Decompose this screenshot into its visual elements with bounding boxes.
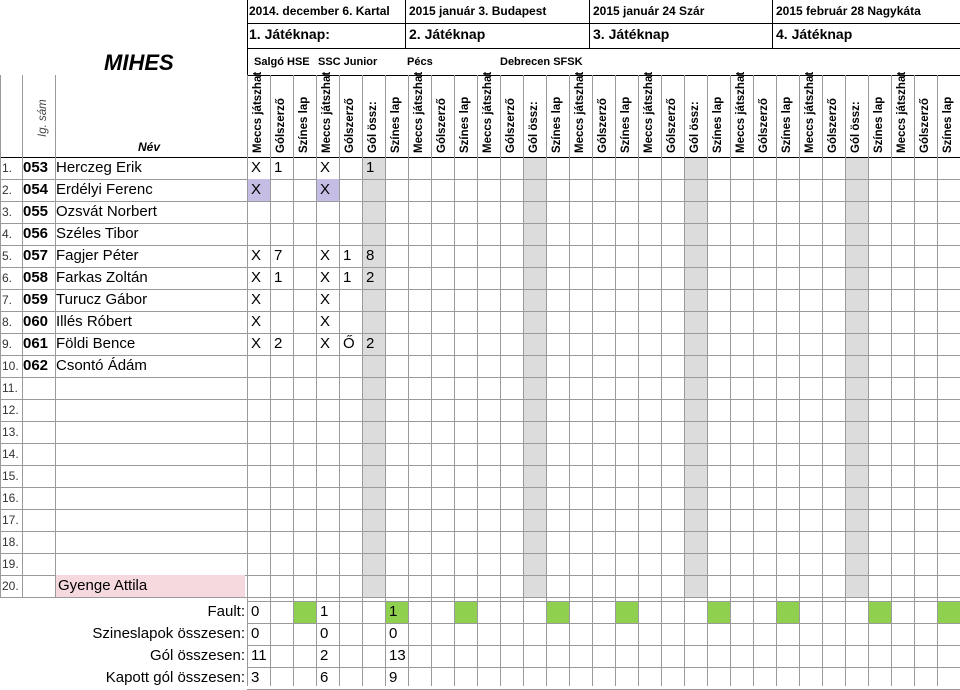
stat-cell: 1	[343, 269, 352, 286]
row-index: 1.	[2, 161, 13, 175]
player-name: Turucz Gábor	[56, 291, 148, 308]
grid-vline	[707, 75, 708, 686]
header-line	[405, 0, 406, 48]
summary-value: 0	[389, 625, 398, 642]
grid-vline	[638, 75, 639, 686]
stat-cell: 1	[274, 269, 283, 286]
column-header: Meccs játszhat	[482, 71, 494, 153]
column-header: Gól össz:	[689, 101, 701, 153]
column-header: Gól össz:	[528, 101, 540, 153]
opponent-name: SSC Junior	[318, 56, 378, 68]
grid-vline	[914, 75, 915, 686]
header-line	[247, 75, 960, 76]
stat-cell: 7	[274, 247, 283, 264]
header-line	[772, 0, 773, 48]
player-number: 061	[23, 335, 49, 352]
grid-vline	[753, 75, 754, 686]
row-index: 20.	[2, 579, 19, 593]
row-line	[0, 289, 960, 290]
column-header: Meccs játszhat	[252, 71, 264, 153]
card-summary-fill	[868, 601, 891, 623]
grid-vline	[891, 75, 892, 686]
row-index: 18.	[2, 535, 19, 549]
column-header: Színes lap	[942, 96, 954, 153]
player-name: Csontó Ádám	[56, 357, 147, 374]
header-line	[247, 48, 960, 49]
grid-vline	[55, 75, 56, 597]
column-header: Gólszerző	[275, 98, 287, 153]
row-line	[0, 443, 960, 444]
row-index: 10.	[2, 359, 19, 373]
row-line	[0, 267, 960, 268]
row-index: 17.	[2, 513, 19, 527]
grid-vline	[22, 75, 23, 597]
player-name: Gyenge Attila	[55, 575, 245, 597]
card-summary-fill	[707, 601, 730, 623]
row-line	[0, 223, 960, 224]
summary-line	[247, 601, 960, 602]
stat-cell: 2	[366, 335, 375, 352]
stat-cell: X	[316, 179, 339, 201]
row-index: 15.	[2, 469, 19, 483]
grid-vline	[661, 75, 662, 686]
column-header: Gól össz:	[367, 101, 379, 153]
matchday-title: 2. Játéknap	[409, 26, 486, 42]
row-index: 14.	[2, 447, 19, 461]
row-index: 5.	[2, 249, 13, 263]
player-number: 057	[23, 247, 49, 264]
player-number: 053	[23, 159, 49, 176]
header-line	[589, 0, 590, 48]
column-header: Gólszerző	[436, 98, 448, 153]
column-header: Gól össz:	[850, 101, 862, 153]
row-line	[0, 553, 960, 554]
row-index: 7.	[2, 293, 13, 307]
grid-vline	[868, 75, 869, 686]
summary-line	[247, 667, 960, 668]
player-name: Herczeg Erik	[56, 159, 142, 176]
player-name: Széles Tibor	[56, 225, 139, 242]
grid-vline	[592, 75, 593, 686]
row-index: 19.	[2, 557, 19, 571]
column-header: Meccs játszhat	[735, 71, 747, 153]
grid-vline	[569, 75, 570, 686]
row-line	[0, 487, 960, 488]
player-name: Illés Róbert	[56, 313, 132, 330]
column-header: Színes lap	[873, 96, 885, 153]
column-header: Gólszerző	[597, 98, 609, 153]
stat-cell: X	[320, 291, 331, 308]
row-index: 2.	[2, 183, 13, 197]
stat-cell: X	[320, 335, 331, 352]
row-line	[0, 509, 960, 510]
grid-vline	[431, 75, 432, 686]
column-header: Színes lap	[459, 96, 471, 153]
stat-cell: X	[251, 247, 262, 264]
row-line	[0, 333, 960, 334]
row-line	[0, 201, 960, 202]
player-number: 056	[23, 225, 49, 242]
column-header-igsam: Ig. sám	[37, 99, 49, 137]
player-number: 060	[23, 313, 49, 330]
stat-cell: X	[251, 335, 262, 352]
summary-label: Szineslapok összesen:	[92, 625, 245, 642]
stat-cell: 1	[274, 159, 283, 176]
column-header: Színes lap	[298, 96, 310, 153]
row-index: 9.	[2, 337, 13, 351]
summary-value: 3	[251, 669, 260, 686]
card-summary-fill	[615, 601, 638, 623]
column-header: Meccs játszhat	[643, 71, 655, 153]
grid-vline	[776, 75, 777, 686]
summary-label: Fault:	[207, 603, 245, 620]
column-header: Színes lap	[620, 96, 632, 153]
player-name: Fagjer Péter	[56, 247, 139, 264]
column-header: Gólszerző	[919, 98, 931, 153]
stat-cell: 1	[366, 159, 375, 176]
row-line	[0, 531, 960, 532]
column-header: Meccs játszhat	[574, 71, 586, 153]
matchday-title: 4. Játéknap	[776, 26, 853, 42]
matchday-date: 2015 január 3. Budapest	[409, 4, 547, 18]
column-header: Gólszerző	[505, 98, 517, 153]
column-header: Színes lap	[551, 96, 563, 153]
summary-value: 1	[320, 603, 329, 620]
row-index: 6.	[2, 271, 13, 285]
grid-vline	[270, 75, 271, 686]
grid-vline	[615, 75, 616, 686]
stat-cell: 8	[366, 247, 375, 264]
row-index: 11.	[2, 381, 18, 395]
summary-label: Kapott gól összesen:	[105, 669, 245, 686]
row-index: 13.	[2, 425, 19, 439]
player-name: Farkas Zoltán	[56, 269, 148, 286]
grid-vline	[385, 75, 386, 686]
row-line	[0, 421, 960, 422]
summary-label: Gól összesen:	[149, 647, 245, 664]
opponent-name: Salgó HSE	[254, 56, 310, 68]
stat-cell: X	[320, 269, 331, 286]
grid-vline	[362, 75, 363, 686]
column-header-name: Név	[138, 140, 161, 154]
summary-line	[247, 645, 960, 646]
column-header: Gólszerző	[344, 98, 356, 153]
row-line	[0, 245, 960, 246]
summary-value: 0	[320, 625, 329, 642]
matchday-title: 1. Játéknap:	[249, 26, 330, 42]
player-number: 058	[23, 269, 49, 286]
stat-cell: X	[251, 313, 262, 330]
summary-value: 0	[251, 603, 260, 620]
summary-value: 2	[320, 647, 329, 664]
player-number: 055	[23, 203, 49, 220]
grid-vline	[408, 75, 409, 686]
summary-value: 9	[389, 669, 398, 686]
column-header: Színes lap	[781, 96, 793, 153]
matchday-date: 2015 február 28 Nagykáta	[776, 4, 921, 18]
row-index: 8.	[2, 315, 13, 329]
row-index: 12.	[2, 403, 19, 417]
row-index: 16.	[2, 491, 19, 505]
grid-vline	[822, 75, 823, 686]
player-number: 062	[23, 357, 49, 374]
card-summary-fill	[937, 601, 960, 623]
column-header: Meccs játszhat	[321, 71, 333, 153]
column-header: Gólszerző	[666, 98, 678, 153]
header-line	[0, 157, 960, 158]
grid-vline	[293, 75, 294, 686]
summary-value: 1	[389, 603, 398, 620]
grid-vline	[730, 75, 731, 686]
column-header: Gólszerző	[758, 98, 770, 153]
grid-vline	[454, 75, 455, 686]
grid-vline	[845, 75, 846, 686]
row-line	[0, 597, 960, 598]
column-header: Meccs játszhat	[804, 71, 816, 153]
column-header: Meccs játszhat	[413, 71, 425, 153]
player-number: 054	[23, 181, 49, 198]
matchday-title: 3. Játéknap	[593, 26, 670, 42]
sheet-title: MIHES	[104, 50, 174, 75]
stat-cell: X	[251, 291, 262, 308]
stat-cell: X	[247, 179, 270, 201]
stat-cell: 2	[274, 335, 283, 352]
row-line	[0, 465, 960, 466]
player-name: Földi Bence	[56, 335, 136, 352]
row-line	[0, 179, 960, 180]
stat-cell: X	[320, 313, 331, 330]
grid-vline	[339, 75, 340, 686]
stat-cell: X	[251, 159, 262, 176]
grid-vline	[316, 75, 317, 686]
summary-line	[247, 623, 960, 624]
row-line	[0, 399, 960, 400]
column-header: Színes lap	[712, 96, 724, 153]
grid-vline	[477, 75, 478, 686]
grid-vline	[0, 75, 1, 597]
summary-value: 13	[389, 647, 406, 664]
player-number: 059	[23, 291, 49, 308]
row-index: 4.	[2, 227, 13, 241]
row-line	[0, 377, 960, 378]
stat-cell: X	[320, 159, 331, 176]
stat-cell: X	[320, 247, 331, 264]
summary-value: 0	[251, 625, 260, 642]
row-line	[0, 311, 960, 312]
grid-vline	[546, 75, 547, 686]
grid-vline	[523, 75, 524, 686]
player-name: Ozsvát Norbert	[56, 203, 157, 220]
summary-value: 11	[251, 647, 267, 664]
stat-cell: X	[251, 269, 262, 286]
card-summary-fill	[454, 601, 477, 623]
opponent-name: Debrecen SFSK	[500, 56, 583, 68]
summary-value: 6	[320, 669, 329, 686]
row-index: 3.	[2, 205, 13, 219]
grid-vline	[684, 75, 685, 686]
column-header: Gólszerző	[827, 98, 839, 153]
column-header: Színes lap	[390, 96, 402, 153]
player-name: Erdélyi Ferenc	[56, 181, 153, 198]
opponent-name: Pécs	[407, 56, 433, 68]
matchday-date: 2015 január 24 Szár	[593, 4, 705, 18]
card-summary-fill	[776, 601, 799, 623]
matchday-date: 2014. december 6. Kartal	[249, 4, 390, 18]
grid-vline	[799, 75, 800, 686]
grid-vline	[937, 75, 938, 686]
card-summary-fill	[293, 601, 316, 623]
grid-vline	[500, 75, 501, 686]
header-line	[247, 0, 248, 75]
stat-cell: 2	[366, 269, 375, 286]
stat-cell: 1	[343, 247, 352, 264]
row-line	[0, 355, 960, 356]
card-summary-fill	[546, 601, 569, 623]
column-header: Meccs játszhat	[896, 71, 908, 153]
header-line	[247, 23, 960, 24]
grid-vline	[247, 75, 248, 686]
stat-cell: Ő	[343, 335, 355, 352]
